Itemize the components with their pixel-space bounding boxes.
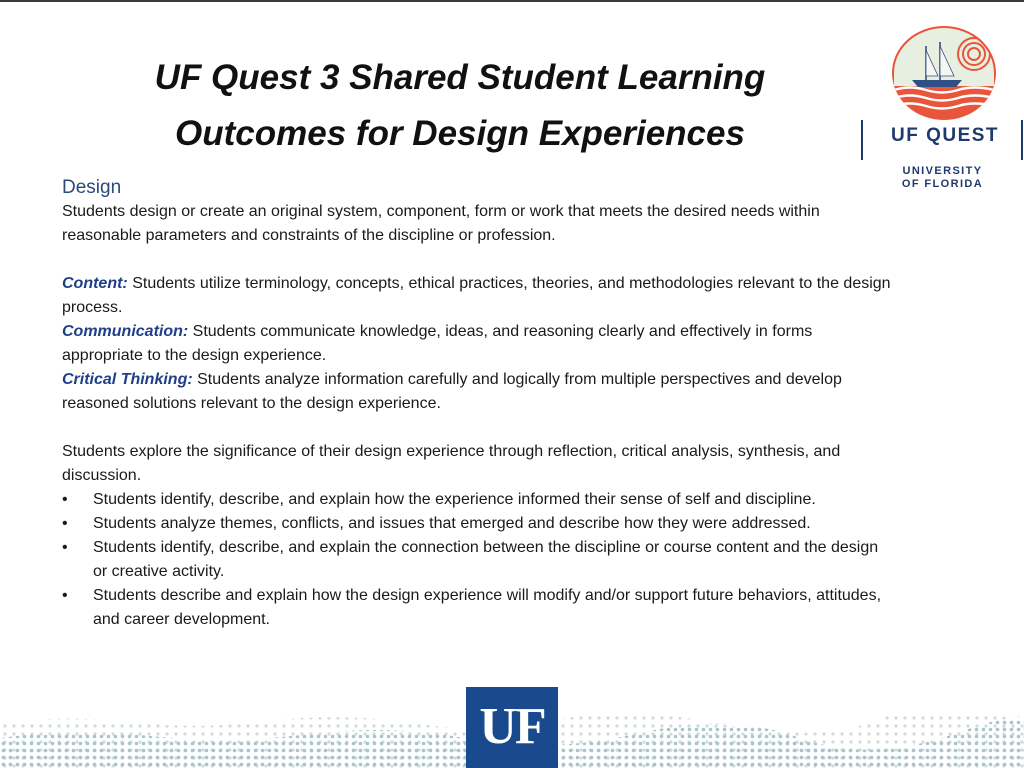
slide-title-line-2: Outcomes for Design Experiences (175, 114, 745, 153)
university-name-line-2: OF FLORIDA (901, 178, 984, 190)
logo-divider-right (1021, 120, 1023, 160)
top-rule (0, 0, 1024, 2)
reflection-bullet-list (62, 488, 892, 632)
list-item-text: Students analyze themes, conflicts, and issues that emerged and describe how they were addressed. (93, 515, 811, 532)
list-item (62, 512, 892, 536)
slide-body (62, 176, 892, 632)
slide-title-line-1: UF Quest 3 Shared Student Learning (154, 58, 766, 97)
list-item (62, 584, 892, 632)
outcome-content (62, 272, 892, 320)
spacer (62, 248, 892, 272)
uf-quest-seal-icon (890, 24, 998, 122)
slide-title (60, 50, 860, 162)
spacer (62, 416, 892, 440)
design-description: Students design or create an original system, component, form or work that meets the desired needs within reasonable parameters and constraints of the discipline or profession. (62, 203, 820, 244)
bullet-icon: • (62, 491, 68, 508)
list-item (62, 536, 892, 584)
uf-quest-wordmark: UF QUEST (890, 125, 1000, 146)
uf-logo-block (466, 687, 558, 768)
outcome-critical-thinking (62, 368, 892, 416)
outcome-text: Students communicate knowledge, ideas, and reasoning clearly and effectively in forms appropriate to the design experience. (62, 323, 813, 364)
bullet-icon: • (62, 539, 68, 556)
list-item-text: Students identify, describe, and explain the connection between the discipline or course content and the design or creative activity. (93, 539, 879, 580)
uf-monogram-icon: UF (479, 698, 545, 755)
list-item-text: Students identify, describe, and explain how the experience informed their sense of self and discipline. (93, 491, 816, 508)
list-item-text: Students describe and explain how the design experience will modify and/or support future behaviors, attitudes, and career development. (93, 587, 882, 628)
list-item (62, 488, 892, 512)
outcome-text: Students analyze information carefully and logically from multiple perspectives and develop reasoned solutions relevant to the design experience. (62, 371, 842, 412)
uf-quest-logo (858, 22, 1024, 197)
logo-divider-left (861, 120, 863, 160)
design-heading: Design (62, 177, 122, 198)
bullet-icon: • (62, 587, 68, 604)
outcome-communication (62, 320, 892, 368)
outcome-label: Critical Thinking: (62, 371, 193, 388)
reflection-intro: Students explore the significance of their design experience through reflection, critical analysis, synthesis, and discussion. (62, 443, 841, 484)
outcome-label: Communication: (62, 323, 189, 340)
outcome-label: Content: (62, 275, 128, 292)
bullet-icon: • (62, 515, 68, 532)
outcome-text: Students utilize terminology, concepts, ethical practices, theories, and methodologies relevant to the design process. (62, 275, 891, 316)
university-name-line-1: UNIVERSITY (902, 165, 983, 177)
